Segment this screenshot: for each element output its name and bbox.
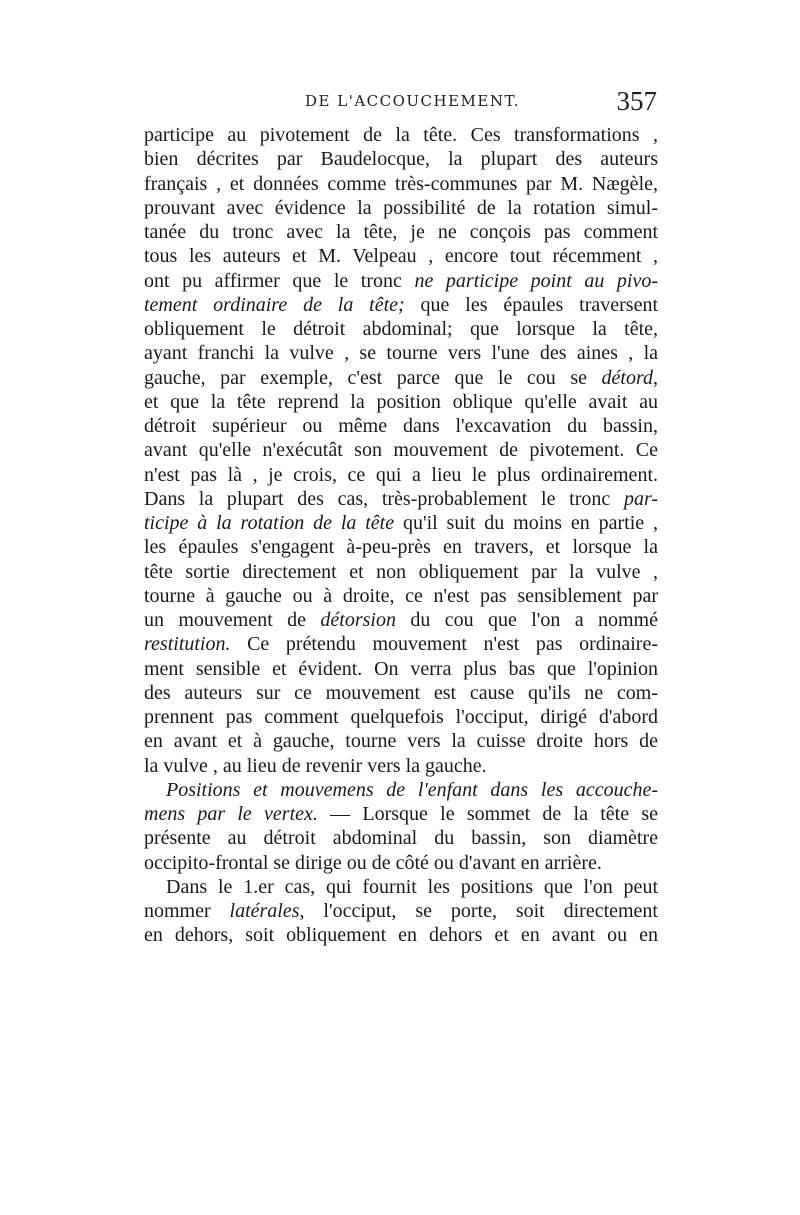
italic-text: mens par le vertex. [144,803,318,825]
text-segment: et que la tête reprend la position oblique qu'elle avait au [144,390,658,413]
text-line [144,584,658,608]
text-segment: Dans la plupart des cas, très-probablement le tronc [144,487,624,510]
text-line [144,123,658,147]
text-segment: présente au détroit abdominal du bassin, son diamètre [144,827,658,850]
text-segment: — Lorsque le sommet de la tête se [317,803,658,825]
italic-text: ticipe à la rotation de la tête [144,512,395,534]
text-line [144,438,658,462]
italic-text: latérales [229,900,300,922]
text-segment: tanée du tronc avec la tête, je ne conçois pas comment [144,221,658,243]
text-segment: prouvant avec évidence la possibilité de la rotation simul- [144,196,658,219]
text-line [144,535,658,559]
text-segment: la vulve , au lieu de revenir vers la gauche. [144,754,487,777]
italic-text: ne participe point au pivo- [414,269,658,292]
text-segment: tête sortie directement et non obliquement par la vulve , [144,560,658,583]
text-segment: , [653,366,658,389]
text-segment: gauche, par exemple, c'est parce que le cou se [144,366,602,389]
text-line [144,463,658,487]
text-line [144,705,658,729]
italic-text: restitution. [144,633,231,656]
page-header [145,86,657,120]
text-line [144,681,658,705]
text-line [144,487,658,511]
text-segment: Ce prétendu mouvement n'est pas ordinaire- [230,633,658,656]
text-segment: tourne à gauche ou à droite, ce n'est pas sensiblement par [144,584,658,607]
text-segment: ayant franchi la vulve , se tourne vers l'une des aines , la [144,342,658,365]
text-line [144,269,658,293]
text-line [144,632,658,656]
text-line [144,172,658,196]
text-segment: Dans le 1.er cas, qui fournit les positions que l'on peut [166,875,658,898]
text-segment: français , et données comme très-communes par M. Nægèle, [144,172,658,195]
text-line [144,244,658,268]
text-segment: du cou que l'on a nommé [395,609,658,631]
italic-text: par- [623,487,658,510]
text-line [144,341,658,365]
text-line [144,657,658,681]
text-segment: les épaules s'engagent à-peu-près en travers, et lorsque la [144,536,658,559]
text-segment: occipito-frontal se dirige ou de côté ou d'avant en arrière. [144,851,602,874]
text-segment: détroit supérieur ou même dans l'excavation du bassin, [144,415,658,437]
text-line [144,754,658,778]
body-text [144,123,658,948]
text-segment: bien décrites par Baudelocque, la plupart des auteurs [144,148,658,171]
text-segment: en avant et à gauche, tourne vers la cuisse droite hors de [144,730,658,753]
text-line [144,196,658,220]
italic-text: Positions et mouvemens de l'enfant dans les accouche- [166,778,658,801]
text-line [144,390,658,414]
text-line [144,875,658,899]
text-segment: un mouvement de [144,609,321,631]
text-segment: nommer [144,900,230,922]
text-segment: avant qu'elle n'exécutât son mouvement de pivotement. Ce [144,439,658,462]
text-segment: n'est pas là , je crois, ce qui a lieu le plus ordinairement. [144,463,658,486]
text-line [144,851,658,875]
text-line [144,366,658,390]
running-head: DE L'ACCOUCHEMENT. [305,92,521,110]
text-segment: des auteurs sur ce mouvement est cause qu'ils ne com- [144,681,658,704]
text-line [144,317,658,341]
italic-text: détorsion [320,609,396,631]
page-number: 357 [616,86,657,116]
text-line [144,560,658,584]
text-line [144,608,658,632]
text-segment: tous les auteurs et M. Velpeau , encore tout récemment , [144,245,658,268]
text-line [144,220,658,244]
text-segment: que les épaules traversent [404,293,658,316]
text-line [144,511,658,535]
text-line [144,802,658,826]
text-line [144,293,658,317]
text-line [144,826,658,850]
text-segment: prennent pas comment quelquefois l'occiput, dirigé d'abord [144,706,658,728]
text-line [144,899,658,923]
text-line [144,729,658,753]
text-line [144,147,658,171]
text-segment: qu'il suit du moins en partie , [394,512,658,534]
text-segment: participe au pivotement de la tête. Ces transformations , [144,124,658,146]
italic-text: détord [601,366,653,389]
text-line [144,923,658,947]
text-line [144,414,658,438]
italic-text: tement ordinaire de la tête; [144,293,405,316]
text-line [144,778,658,802]
text-segment: , l'occiput, se porte, soit directement [299,900,658,922]
text-segment: en dehors, soit obliquement en dehors et en avant ou en [144,924,658,947]
text-segment: obliquement le détroit abdominal; que lorsque la tête, [144,318,658,340]
text-segment: ment sensible et évident. On verra plus bas que l'opinion [144,657,658,680]
text-segment: ont pu affirmer que le tronc [144,269,415,292]
